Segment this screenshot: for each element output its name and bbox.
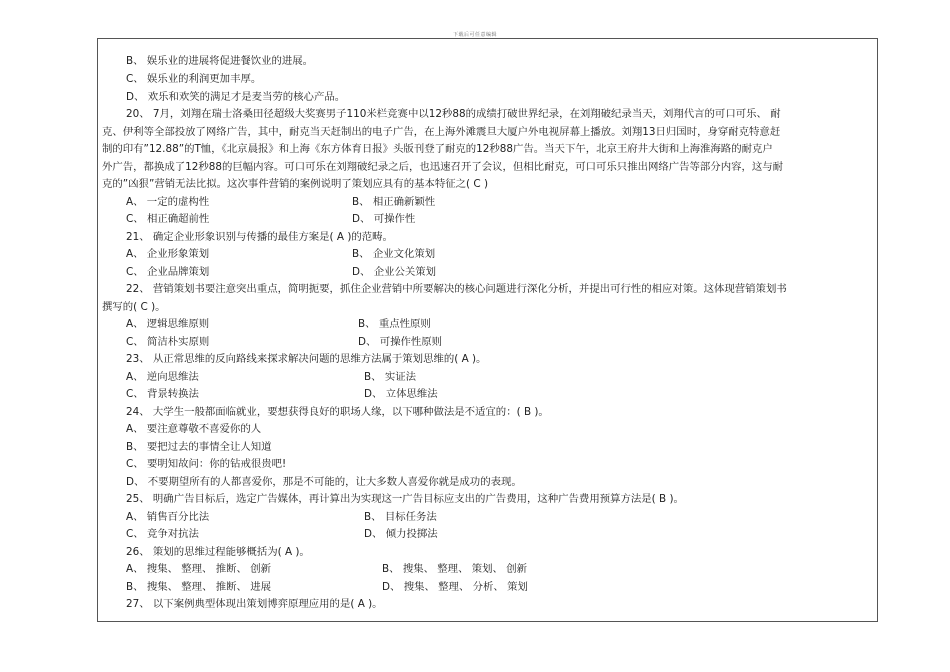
question-20-line-3: 制的印有”12.88”的T恤，《北京晨报》和上海《东方体育日报》头版刊登了耐克的12秒88广告。当天下午，北京王府井大街和上海淮海路的耐克户 — [102, 143, 773, 155]
option-row: C、 相正确超前性 D、 可操作性 — [126, 213, 416, 225]
question-20-line-4: 外广告，都换成了12秒88的巨幅内容。可口可乐在刘翔破纪录之后，也迅速召开了会议，但相比耐克，可口可乐只推出网络广告等部分内容，这与耐 — [102, 161, 784, 173]
question-22-line-2: 撰写的( C )。 — [102, 301, 166, 313]
question-21: 21、 确定企业形象识别与传播的最佳方案是( A )的范畴。 — [126, 231, 393, 243]
question-22-line-1: 22、 营销策划书要注意突出重点，简明扼要，抓住企业营销中所要解决的核心问题进行深化分析，并提出可行性的相应对策。这体现营销策划书 — [126, 283, 787, 295]
option-row: A、 企业形象策划 B、 企业文化策划 — [126, 248, 436, 260]
question-26: 26、 策划的思维过程能够概括为( A )。 — [126, 546, 310, 558]
option-line: B、 要把过去的事情全让人知道 — [126, 441, 272, 453]
option-row: C、 竞争对抗法 D、 倾力投掷法 — [126, 528, 438, 540]
question-20-line-5: 克的”凶狠”营销无法比拟。这次事件营销的案例说明了策划应具有的基本特征之( C ) — [102, 178, 489, 190]
option-line: D、 欢乐和欢笑的满足才是麦当劳的核心产品。 — [126, 91, 346, 103]
option-row: A、 一定的虚构性 B、 相正确新颖性 — [126, 196, 436, 208]
question-25: 25、 明确广告目标后，选定广告媒体，再计算出为实现这一广告目标应支出的广告费用，这种广告费用预算方法是( B )。 — [126, 493, 684, 505]
option-row: C、 背景转换法 D、 立体思维法 — [126, 388, 438, 400]
question-20-line-1: 20、 7月，刘翔在瑞士洛桑田径超级大奖赛男子110米栏竞赛中以12秒88的成绩打破世界纪录，在刘翔破纪录当天，刘翔代言的可口可乐、 耐 — [126, 108, 781, 120]
option-row: A、 搜集、 整理、 推断、 创新 B、 搜集、 整理、 策划、 创新 — [126, 563, 528, 575]
option-row: A、 销售百分比法 B、 目标任务法 — [126, 511, 437, 523]
question-20-line-2: 克、伊利等全部投放了网络广告，其中，耐克当天赶制出的电子广告，在上海外滩震旦大厦户外电视屏幕上播放。刘翔13日归国时，身穿耐克特意赶 — [102, 126, 781, 138]
option-line: A、 要注意尊敬不喜爱你的人 — [126, 423, 262, 435]
option-line: C、 要明知故问：你的钻戒很贵吧! — [126, 458, 287, 470]
header-note: 下载后可任意编辑 — [452, 32, 497, 38]
question-24: 24、 大学生一般都面临就业，要想获得良好的职场人缘，以下哪种做法是不适宜的：( B )。 — [126, 406, 549, 418]
option-row: C、 企业品牌策划 D、 企业公关策划 — [126, 266, 437, 278]
option-line: D、 不要期望所有的人都喜爱你，那是不可能的，让大多数人喜爱你就是成功的表现。 — [126, 476, 522, 488]
question-23: 23、 从正常思维的反向路线来探求解决问题的思维方法属于策划思维的( A )。 — [126, 353, 487, 365]
question-27: 27、 以下案例典型体现出策划博弈原理应用的是( A )。 — [126, 598, 383, 610]
option-line: B、 娱乐业的进展将促进餐饮业的进展。 — [126, 55, 314, 67]
option-row: A、 逆向思维法 B、 实证法 — [126, 371, 416, 383]
option-line: C、 娱乐业的利润更加丰厚。 — [126, 73, 262, 85]
option-row: B、 搜集、 整理、 推断、 进展 D、 搜集、 整理、 分析、 策划 — [126, 581, 528, 593]
option-row: A、 逻辑思维原则 B、 重点性原则 — [126, 318, 431, 330]
option-row: C、 简洁朴实原则 D、 可操作性原则 — [126, 336, 443, 348]
